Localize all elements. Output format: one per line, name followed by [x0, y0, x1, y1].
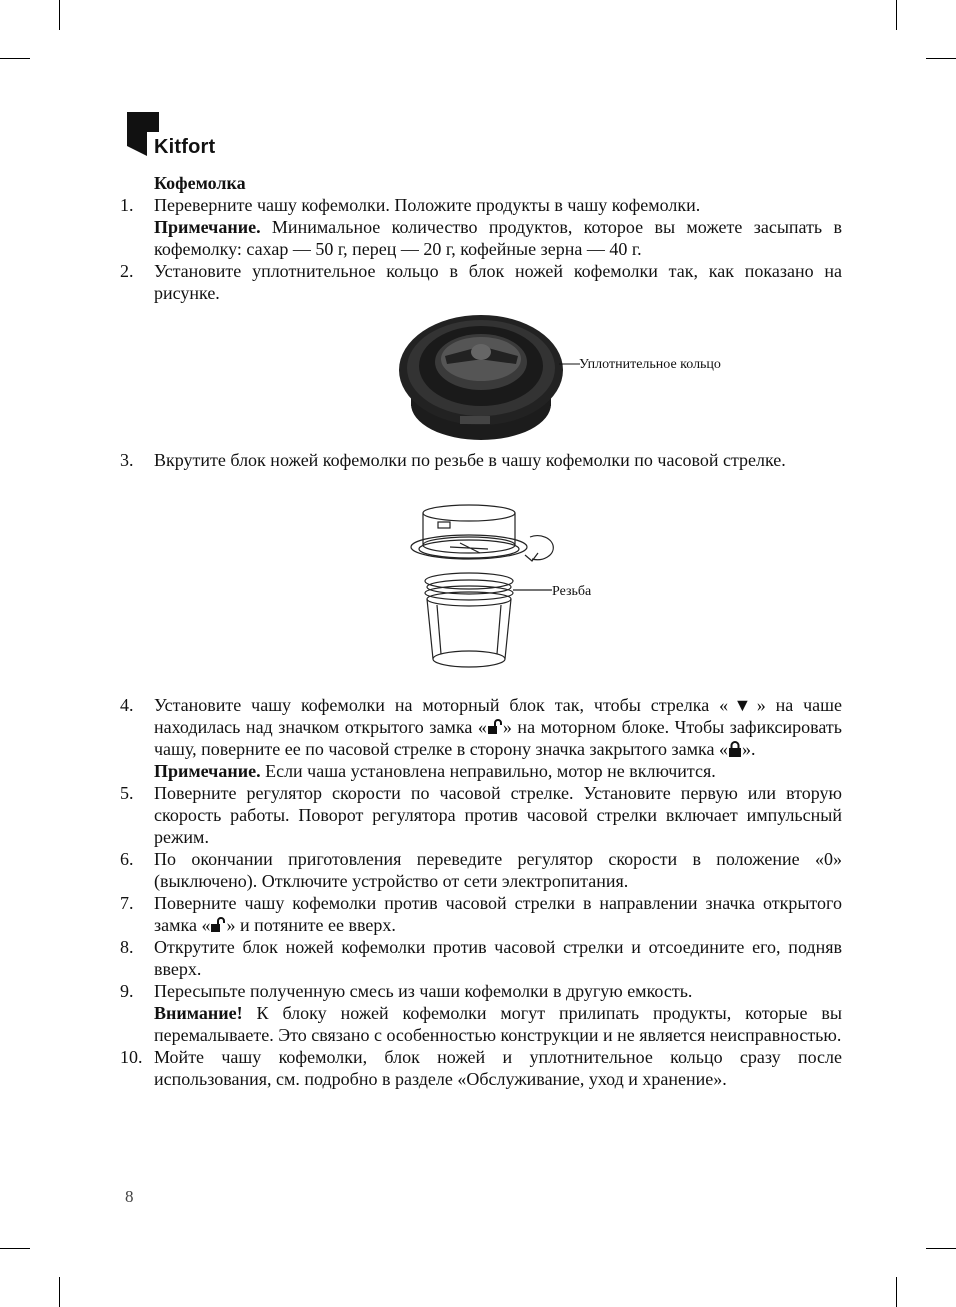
list-item	[120, 694, 842, 782]
list-item	[120, 782, 842, 848]
list-item	[120, 936, 842, 980]
page-number: 8	[125, 1187, 134, 1206]
step-number: 4.	[120, 695, 134, 715]
open-lock-icon	[210, 917, 226, 933]
note-label: Примечание.	[154, 761, 261, 781]
seal-ring-figure	[120, 304, 842, 449]
section-title: Кофемолка	[154, 173, 246, 193]
note-text: Минимальное количество продуктов, которое вы можете засыпать в кофемолку: сахар — 50 г, перец — 20 г, кофейные зерна — 40 г.	[154, 217, 842, 259]
note-label: Примечание.	[154, 217, 261, 237]
crop-mark	[926, 58, 956, 59]
brand-name: Kitfort	[154, 136, 216, 158]
closed-lock-icon	[728, 741, 742, 757]
step-text: ».	[741, 739, 756, 759]
list-item	[120, 1046, 842, 1090]
thread-figure	[120, 489, 842, 694]
step-text: Поверните чашу кофемолки против часовой стрелки в направлении значка открытого замка «	[154, 893, 842, 935]
step-number: 8.	[120, 937, 134, 957]
list-item	[120, 194, 842, 260]
open-lock-icon	[487, 719, 503, 735]
instructions	[120, 172, 842, 1090]
step-text: » и потяните ее вверх.	[226, 915, 396, 935]
step-number: 2.	[120, 261, 134, 281]
step-number: 7.	[120, 893, 134, 913]
list-item	[120, 449, 842, 471]
step-number: 5.	[120, 783, 134, 803]
crop-mark	[0, 58, 30, 59]
list-item	[120, 260, 842, 304]
step-number: 10.	[120, 1047, 143, 1067]
step-text: Вкрутите блок ножей кофемолки по резьбе в чашу кофемолки по часовой стрелке.	[154, 450, 786, 470]
step-text: Мойте чашу кофемолки, блок ножей и уплотнительное кольцо сразу после использования, см. подробно в разделе «Обслуживание, уход и хранение».	[154, 1047, 842, 1089]
cup-and-blade-image	[120, 489, 842, 694]
crop-mark	[0, 1248, 30, 1249]
step-text: Пересыпьте полученную смесь из чаши кофемолки в другую емкость.	[154, 981, 693, 1001]
step-text: По окончании приготовления переведите регулятор скорости в положение «0» (выключено). Отключите устройство от сети электропитания.	[154, 849, 842, 891]
list-item	[120, 848, 842, 892]
crop-mark	[926, 1248, 956, 1249]
crop-mark	[896, 1277, 897, 1307]
crop-mark	[59, 0, 60, 30]
crop-mark	[59, 1277, 60, 1307]
step-text: » на моторном блоке. Чтобы зафиксировать чашу, поверните ее по часовой стрелке в сторону значка закрытого замка «	[154, 717, 842, 759]
step-text: Переверните чашу кофемолки. Положите продукты в чашу кофемолки.	[154, 195, 701, 215]
step-number: 6.	[120, 849, 134, 869]
thread-label: Резьба	[552, 584, 592, 599]
blade-unit-image	[120, 304, 842, 449]
warning-label: Внимание!	[154, 1003, 243, 1023]
step-number: 3.	[120, 450, 134, 470]
note-text: Если чаша установлена неправильно, мотор не включится.	[260, 761, 716, 781]
crop-mark	[896, 0, 897, 30]
step-number: 1.	[120, 195, 134, 215]
list-item	[120, 892, 842, 936]
warning-text: К блоку ножей кофемолки могут прилипать продукты, которые вы перемалываете. Это связано с особенностью конструкции и не является неисправностью.	[154, 1003, 842, 1045]
step-number: 9.	[120, 981, 134, 1001]
list-item	[120, 980, 842, 1046]
step-text: Поверните регулятор скорости по часовой стрелке. Установите первую или вторую скорость работы. Поворот регулятора против часовой стрелки включает импульсный режим.	[154, 783, 842, 847]
step-text: Установите чашу кофемолки на моторный блок так, чтобы стрелка «▼» на чаше находилась над значком открытого замка «	[154, 695, 842, 737]
seal-ring-label: Уплотнительное кольцо	[579, 357, 721, 372]
step-text: Открутите блок ножей кофемолки против часовой стрелки и отсоедините его, подняв вверх.	[154, 937, 842, 979]
step-text: Установите уплотнительное кольцо в блок ножей кофемолки так, как показано на рисунке.	[154, 261, 842, 303]
